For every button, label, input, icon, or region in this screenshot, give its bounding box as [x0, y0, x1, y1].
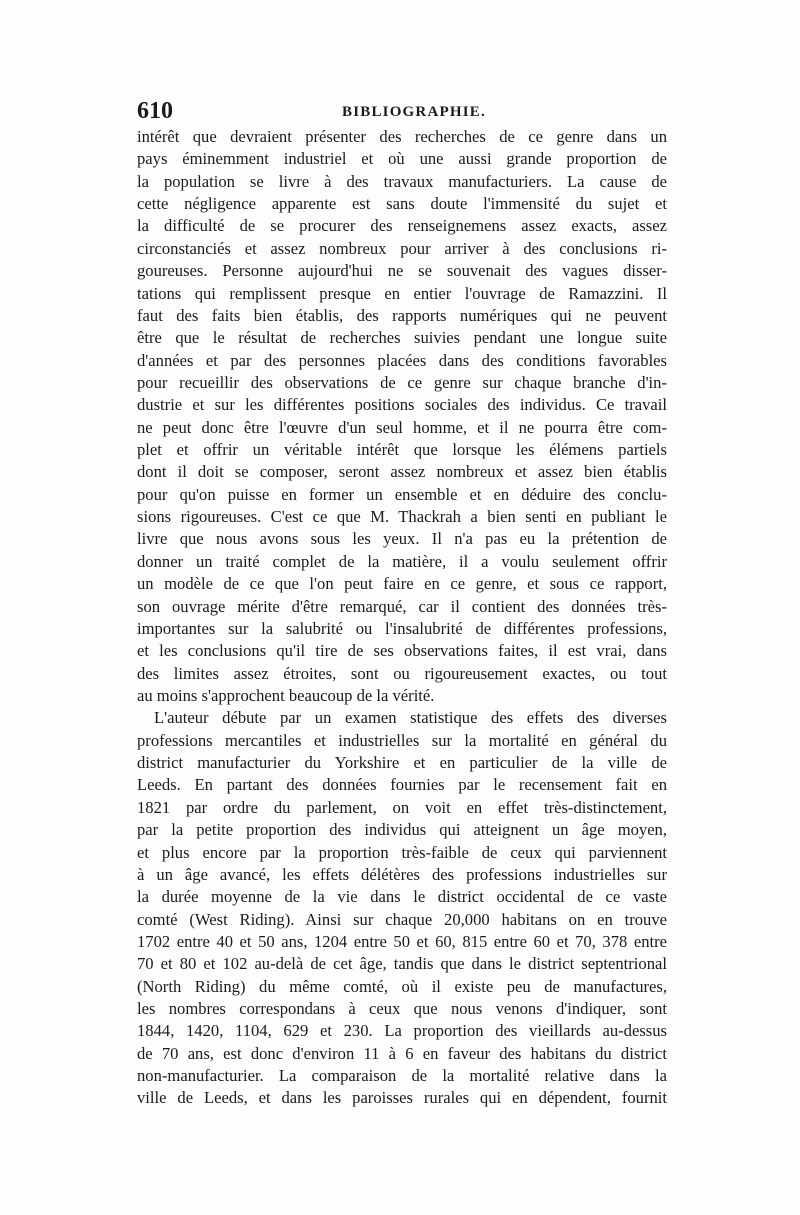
- text-line: 1821 par ordre du parlement, on voit en effet très-distinctement,: [137, 797, 667, 817]
- text-line: plet et offrir un véritable intérêt que lorsque les élémens partiels: [137, 440, 667, 460]
- text-line: son ouvrage mérite d'être remarqué, car il contient des données très-: [137, 596, 667, 616]
- text-line: 1702 entre 40 et 50 ans, 1204 entre 50 et 60, 815 entre 60 et 70, 378 entre: [137, 931, 667, 951]
- text-line: L'auteur débute par un examen statistique des effets des diverses: [154, 708, 667, 728]
- text-line: dont il doit se composer, seront assez nombreux et assez bien établis: [137, 462, 667, 482]
- page-header: [137, 96, 667, 126]
- text-line: ville de Leeds, et dans les paroisses rurales qui en dépendent, fournit: [137, 1088, 667, 1108]
- text-line: intérêt que devraient présenter des recherches de ce genre dans un: [137, 127, 667, 146]
- text-line: livre que nous avons sous les yeux. Il n'a pas eu la prétention de: [137, 529, 667, 549]
- text-line: de 70 ans, est donc d'environ 11 à 6 en faveur des habitans du district: [137, 1043, 667, 1063]
- text-line: Leeds. En partant des données fournies par le recensement fait en: [137, 775, 667, 795]
- text-line: dustrie et sur les différentes positions sociales des individus. Ce travail: [137, 395, 667, 415]
- text-line: un modèle de ce que l'on peut faire en ce genre, et sous ce rapport,: [137, 574, 667, 594]
- page-number: 610: [137, 98, 173, 124]
- text-line: comté (West Riding). Ainsi sur chaque 20,000 habitans on en trouve: [137, 909, 667, 929]
- text-line: pour recueillir des observations de ce genre sur chaque branche d'in-: [137, 372, 667, 392]
- text-line: goureuses. Personne aujourd'hui ne se souvenait des vagues disser-: [137, 261, 667, 281]
- text-line: tations qui remplissent presque en entier l'ouvrage de Ramazzini. Il: [137, 283, 667, 303]
- text-line: d'années et par des personnes placées dans des conditions favorables: [137, 350, 667, 370]
- text-line: et les conclusions qu'il tire de ses observations faites, il est vrai, dans: [137, 641, 667, 661]
- text-line: ne peut donc être l'œuvre d'un seul homme, et il ne pourra être com-: [137, 417, 667, 437]
- text-line: et plus encore par la proportion très-faible de ceux qui parviennent: [137, 842, 667, 862]
- text-line: à un âge avancé, les effets délétères des professions industrielles sur: [137, 864, 667, 884]
- text-line: sions rigoureuses. C'est ce que M. Thackrah a bien senti en publiant le: [137, 507, 667, 527]
- text-line: être que le résultat de recherches suivies pendant une longue suite: [137, 328, 667, 348]
- text-line: par la petite proportion des individus qui atteignent un âge moyen,: [137, 820, 667, 840]
- text-line: pays éminemment industriel et où une aussi grande proportion de: [137, 149, 667, 169]
- text-line: les nombres correspondans à ceux que nous venons d'indiquer, sont: [137, 999, 667, 1019]
- text-line: faut des faits bien établis, des rapports numériques qui ne peuvent: [137, 305, 667, 325]
- running-title: BIBLIOGRAPHIE.: [342, 104, 486, 120]
- text-line: 70 et 80 et 102 au-delà de cet âge, tandis que dans le district septentrional: [137, 954, 667, 974]
- text-line: professions mercantiles et industrielles sur la mortalité en général du: [137, 730, 667, 750]
- text-line: 1844, 1420, 1104, 629 et 230. La proportion des vieillards au-dessus: [137, 1021, 667, 1041]
- text-line: la population se livre à des travaux manufacturiers. La cause de: [137, 171, 667, 191]
- text-line: la difficulté de se procurer des renseignemens assez exacts, assez: [137, 216, 667, 236]
- text-line: la durée moyenne de la vie dans le district occidental de ce vaste: [137, 887, 667, 907]
- text-line: importantes sur la salubrité ou l'insalubrité de différentes professions,: [137, 618, 667, 638]
- text-line: circonstanciés et assez nombreux pour arriver à des conclusions ri-: [137, 238, 667, 258]
- text-line: donner un traité complet de la matière, il a voulu seulement offrir: [137, 551, 667, 571]
- text-line: cette négligence apparente est sans doute l'immensité du sujet et: [137, 194, 667, 214]
- text-line: (North Riding) du même comté, où il existe peu de manufactures,: [137, 976, 667, 996]
- text-line: au moins s'approchent beaucoup de la vérité.: [137, 685, 435, 705]
- text-line: pour qu'on puisse en former un ensemble et en déduire des conclu-: [137, 484, 667, 504]
- text-line: non-manufacturier. La comparaison de la mortalité relative dans la: [137, 1066, 667, 1086]
- text-line: des limites assez étroites, sont ou rigoureusement exactes, ou tout: [137, 663, 667, 683]
- body-text: [137, 126, 667, 1110]
- text-line: district manufacturier du Yorkshire et en particulier de la ville de: [137, 753, 667, 773]
